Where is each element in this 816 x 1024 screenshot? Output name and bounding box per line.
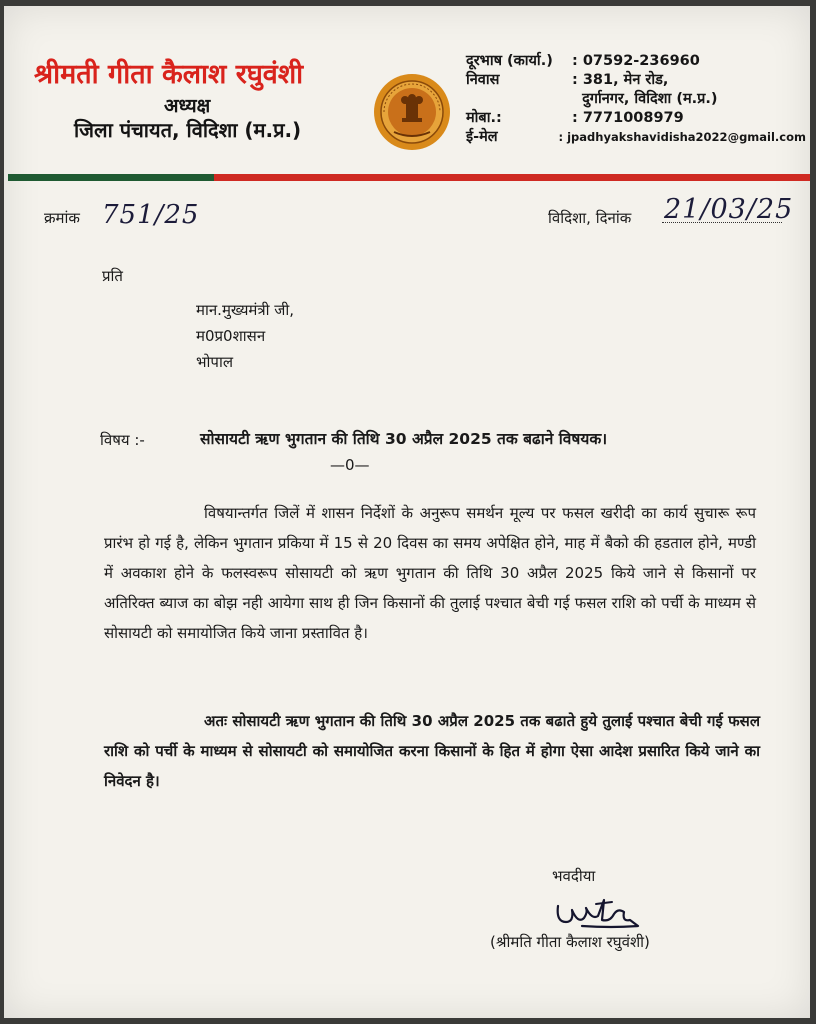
signatory-name: (श्रीमति गीता कैलाश रघुवंशी)	[490, 933, 650, 951]
subject-text: सोसायटी ऋण भुगतान की तिथि 30 अप्रैल 2025 तक बढाने विषयक।	[200, 430, 608, 448]
header-divider-red	[214, 174, 810, 181]
contact-mobile: मोबा.: : 7771008979	[466, 110, 684, 126]
closing-bhavdiya: भवदीया	[552, 867, 596, 885]
letter-sheet	[4, 6, 810, 1018]
to-label: प्रति	[102, 267, 123, 285]
letterhead-name: श्रीमती गीता कैलाश रघुवंशी	[34, 59, 304, 90]
recipient-city: भोपाल	[196, 353, 234, 371]
recipient-government: म0प्र0शासन	[196, 327, 266, 345]
body-paragraph-1: विषयान्तर्गत जिलें में शासन निर्देशों के अनुरूप समर्थन मूल्य पर फसल खरीदी का कार्य सुचारू रूप प्रारंभ हो गई है, लेकिन भुगतान प्रकिया में 15 से 20 दिवस का समय अपेक्षित होने, माह में बैको की हडताल होने, मण्डी में अवकाश होने के फलस्वरूप सोसायटी को ऋण भुगतान की तिथि 30 अप्रैल 2025 किये जाने से किसानों पर अतिरिक्त ब्याज का बोझ नही आयेगा साथ ही जिन किसानों की तुलाई पश्चात बेची गई फसल राशि को पर्ची के माध्यम से सोसायटी को समायोजित किये जाना प्रस्तावित है।	[104, 504, 756, 642]
contact-block	[466, 52, 806, 147]
letterhead-designation: अध्यक्ष	[164, 95, 211, 117]
contact-phone: दूरभाष (कार्या.) : 07592-236960	[466, 53, 700, 69]
recipient-title: मान.मुख्यमंत्री जी,	[196, 301, 295, 319]
contact-residence: निवास : 381, मेन रोड,	[466, 72, 669, 88]
letterhead-office: जिला पंचायत, विदिशा (म.प्र.)	[74, 118, 302, 142]
mp-government-seal-icon	[372, 72, 452, 152]
subject-label: विषय :-	[100, 431, 145, 449]
subject-separator: —0—	[330, 456, 370, 474]
header-divider-green	[8, 174, 214, 181]
date-dotted-line	[662, 222, 782, 224]
body-paragraph-2: अतः सोसायटी ऋण भुगतान की तिथि 30 अप्रैल 2025 तक बढाते हुये तुलाई पश्चात बेची गई फसल राशि को पर्ची के माध्यम से सोसायटी को समायोजित करना किसानों के हित में होगा ऐसा आदेश प्रसारित किये जाने का निवेदन है।	[104, 712, 760, 790]
contact-email: ई-मेल : jpadhyakshavidisha2022@gmail.com	[466, 129, 806, 145]
date-handwritten: 21/03/25	[664, 194, 794, 225]
contact-residence-city: दुर्गानगर, विदिशा (म.प्र.)	[572, 91, 718, 107]
reference-number-label: क्रमांक	[44, 209, 80, 227]
reference-number-handwritten: 751/25	[102, 200, 200, 230]
place-date-label: विदिशा, दिनांक	[548, 209, 632, 227]
